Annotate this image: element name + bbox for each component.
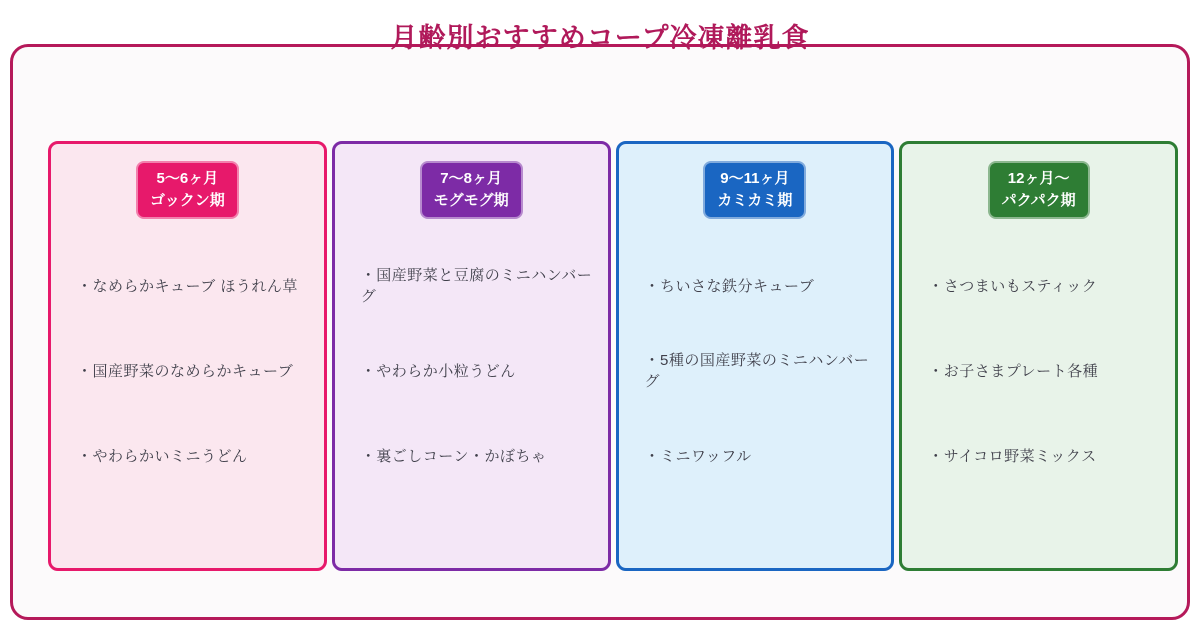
product-item: ・サイコロ野菜ミックス — [928, 447, 1097, 465]
product-item: ・お子さまプレート各種 — [928, 362, 1099, 380]
badge-stage-name: ゴックン期 — [150, 191, 225, 209]
product-item: ・5種の国産野菜のミニハンバーグ — [644, 352, 870, 390]
badge-wrap — [619, 161, 892, 219]
product-list — [902, 243, 1175, 498]
badge-age-range: 5〜6ヶ月 — [156, 170, 219, 187]
age-column-pakupaku — [899, 141, 1178, 571]
badge-stage-name: カミカミ期 — [717, 191, 793, 209]
product-item: ・ミニワッフル — [644, 447, 752, 465]
badge-wrap — [335, 161, 608, 219]
product-item: ・ちいさな鉄分キューブ — [644, 277, 815, 295]
product-item: ・やわらか小粒うどん — [360, 362, 516, 380]
badge-wrap — [902, 161, 1175, 219]
page-title: 月齢別おすすめコープ冷凍離乳食 — [390, 23, 810, 53]
product-item: ・なめらかキューブ ほうれん草 — [77, 277, 298, 295]
content-frame — [10, 44, 1190, 620]
product-item: ・さつまいもスティック — [928, 277, 1098, 295]
badge-age-range: 7〜8ヶ月 — [440, 170, 502, 187]
badge-age-range: 12ヶ月〜 — [1007, 170, 1070, 187]
product-item: ・国産野菜のなめらかキューブ — [77, 362, 294, 380]
badge-wrap — [51, 161, 324, 219]
age-column-gokkun — [48, 141, 327, 571]
product-item: ・裏ごしコーン・かぼちゃ — [360, 447, 547, 465]
badge-stage-name: パクパク期 — [1001, 191, 1076, 209]
product-list — [51, 243, 324, 498]
product-list — [335, 243, 608, 498]
product-list — [619, 243, 892, 498]
age-column-mogumogu — [332, 141, 611, 571]
age-stage-badge — [420, 161, 523, 219]
age-stage-badge — [703, 161, 806, 219]
product-item: ・やわらかいミニうどん — [77, 447, 248, 465]
age-stage-badge — [988, 161, 1090, 219]
age-stage-badge — [136, 161, 239, 219]
product-item: ・国産野菜と豆腐のミニハンバーグ — [360, 267, 593, 305]
age-columns-row — [48, 141, 1178, 571]
age-column-kamikami — [616, 141, 895, 571]
badge-stage-name: モグモグ期 — [433, 191, 509, 209]
badge-age-range: 9〜11ヶ月 — [720, 170, 790, 187]
